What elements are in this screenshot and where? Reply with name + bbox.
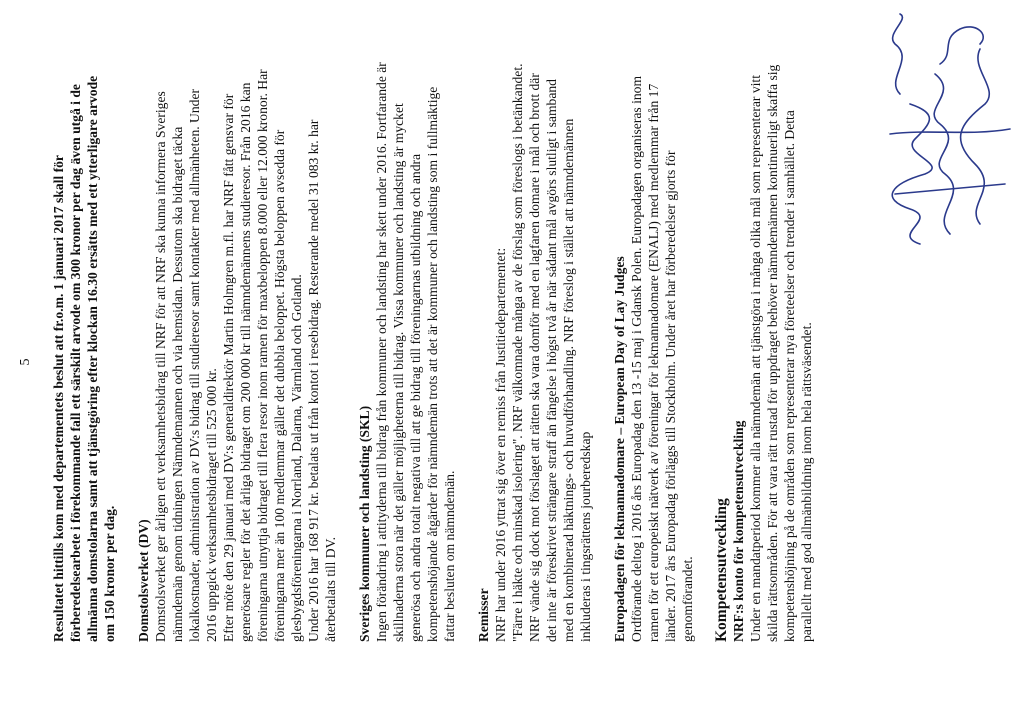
section-nrf-konto (730, 62, 815, 642)
document-body (50, 62, 832, 642)
paragraph: NRF har under 2016 yttrat sig över en remiss från Justitiedepartementet: (493, 247, 508, 642)
paragraph: Under en mandatperiod kommer alla nämndemän att tjänstgöra i många olika mål som representerar vitt skilda rättsområden. För att vara rätt rustad för uppdraget behöver nämndemännen kontinuerligt skaffa sig kompetenshöjning på de områden som representerar nya företeelser och trender i samhället. Detta parallellt med god allmänbildning inom hela rättsväsendet. (748, 64, 814, 642)
section-title: Domstolsverket (DV) (136, 519, 151, 642)
section-title: Sveriges kommuner och landsting (SKL) (357, 405, 372, 642)
section-europadagen (611, 62, 696, 642)
section-title: Remisser (476, 588, 491, 642)
section-domstolsverket (135, 62, 339, 642)
section-title: Europadagen för lekmannadomare – European Day of Lay Judges (612, 256, 627, 642)
section-skl (356, 62, 458, 642)
paragraph: "Färre i häkte och minskad isolering". NRF välkomnade många av de förslag som föreslogs i betänkandet. NRF vände sig dock mot förslaget att rätten ska vara domför med en lagfaren domare i mål och brott där det inte är föreskrivet strängare straff än fängelse i högst två år när sådant mål avgörs slutligt i samband med en kombinerad häktnings- och huvudförhandling. NRF föreslog i stället att nämndemännen inkluderas i tingsrättens jourberedskap (510, 63, 593, 642)
paragraph: Ordförande deltog i 2016 års Europadag den 13 -15 maj i Gdansk Polen. Europadagen organiseras inom ramen för ett europeiskt nätverk av föreningar för lekmannadomare (ENALJ) med medlemmar från 17 länder. 2017 års Europadag förläggs till Stockholm. Under året har förberedelser gjorts för genomförandet. (629, 75, 695, 642)
paragraph: Efter möte den 29 januari med DV:s generaldirektör Martin Holmgren m.fl. har NRF fått gensvar för generösare regler för det årliga bidraget om 200 000 kr till nämndemännens studieresor. Från 2016 kan föreningarna utnyttja bidraget till flera resor inom ramen för maxbeloppen 8.000 eller 12.000 kronor. Har föreningarna mer än 100 medlemmar gäller det dubbla beloppet. Högsta beloppen avsedda för glesbygdsföreningarna i Norrland, Dalarna, Värmland och Gotland. (221, 69, 304, 642)
paragraph: Ingen förändring i attityderna till bidrag från kommuner och landsting har skett under 2016. Fortfarande är skillnaderna stora när det gäller möjligheterna till bidrag. Vissa kommuner och landsting är mycket generösa och andra totalt negativa till att ge bidrag till föreningarnas utbildning och andra kompetenshöjande åtgärder för nämndemän trots att det är kommuner och landsting som i fullmäktige fattar besluten om nämndemän. (374, 62, 457, 642)
intro-paragraph: Resultatet hittills kom med departementets beslut att fr.o.m. 1 januari 2017 skall för förberedelsearbete i förekommande fall ett särskilt arvode om 300 kronor per dag även utgå i de allmänna domstolarna samt att tjänstgöring efter klockan 16.30 ersätts med ett ytterligare arvode om 150 kronor per dag. (51, 75, 117, 642)
section-title: NRF:s konto för kompetensutveckling (731, 420, 746, 642)
section-remisser (475, 62, 594, 642)
paragraph: Under 2016 har 168 917 kr. betalats ut från kontot i resebidrag. Resterande medel 31 083 kr. har återbetalats till DV. (306, 119, 338, 642)
page-number: 5 (18, 358, 33, 366)
signature-scribble (880, 4, 1020, 254)
big-heading: Kompetensutveckling (713, 498, 730, 642)
paragraph: Domstolsverket ger årligen ett verksamhetsbidrag till NRF för att NRF ska kunna informera Sveriges nämndemän genom tidningen Nämndemannen och via hemsidan. Dessutom ska bidraget täcka lokalkostnader, administration av DV:s bidrag till studieresor samt kontakter med allmänheten. Under 2016 uppgick verksamhetsbidraget till 525 000 kr. (153, 88, 219, 642)
